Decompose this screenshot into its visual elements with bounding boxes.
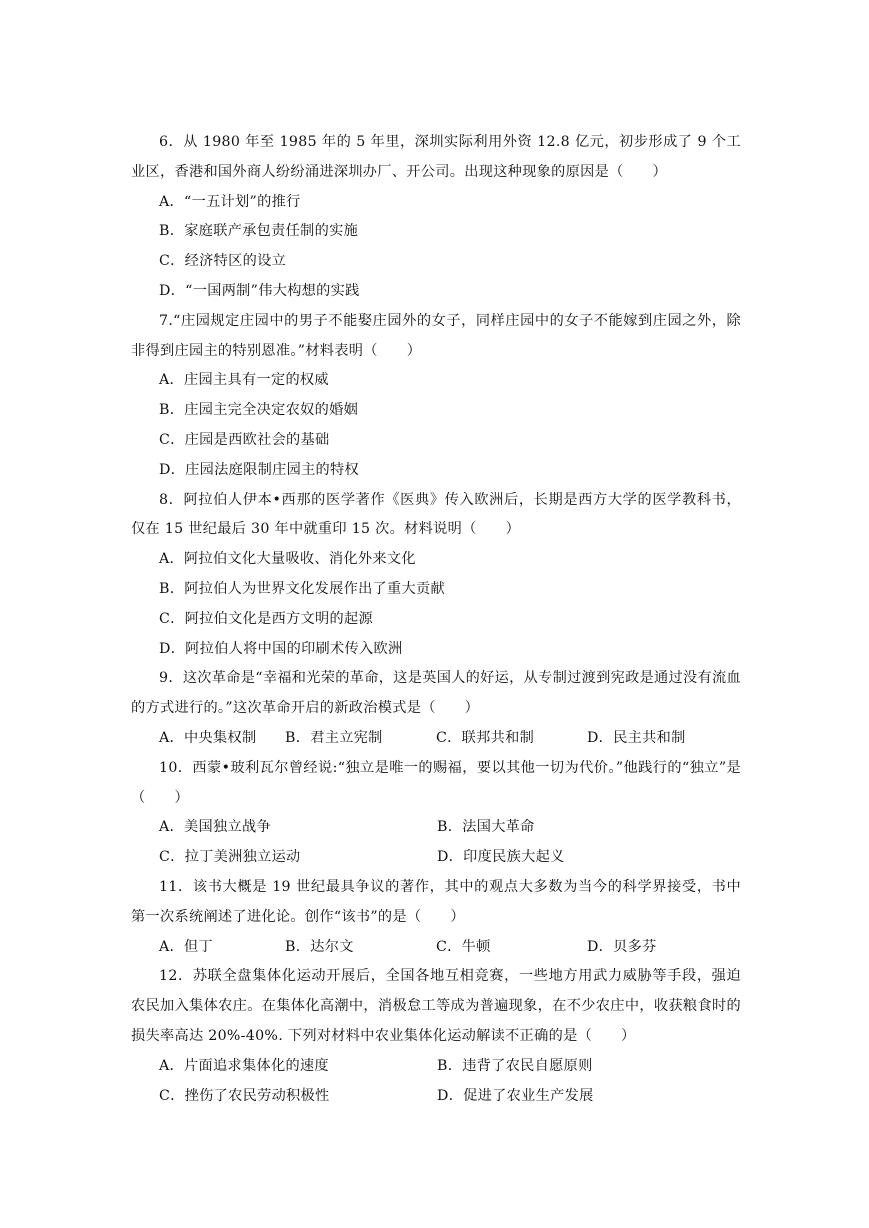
question-12-option-a: A．片面追求集体化的速度 bbox=[159, 1057, 329, 1074]
question-11-option-b: B．达尔文 bbox=[285, 938, 354, 955]
question-11 bbox=[131, 873, 741, 962]
question-12-option-d: D．促进了农业生产发展 bbox=[437, 1087, 594, 1104]
question-9-option-b: B．君主立宪制 bbox=[285, 729, 383, 746]
question-6-option-a: A．“一五计划”的推行 bbox=[159, 193, 301, 210]
question-10 bbox=[131, 754, 741, 873]
question-7-option-b: B．庄园主完全决定农奴的婚姻 bbox=[159, 402, 359, 419]
question-9 bbox=[131, 664, 741, 753]
question-6-option-b: B．家庭联产承包责任制的实施 bbox=[159, 223, 359, 240]
question-12-option-c: C．挫伤了农民劳动积极性 bbox=[159, 1087, 330, 1104]
question-10-option-d: D．印度民族大起义 bbox=[437, 849, 565, 866]
question-7-option-d: D．庄园法庭限制庄园主的特权 bbox=[159, 461, 360, 478]
question-8 bbox=[131, 486, 741, 665]
question-10-option-a: A．美国独立战争 bbox=[159, 819, 271, 836]
question-10-option-b: B．法国大革命 bbox=[437, 819, 535, 836]
question-12-option-b: B．违背了农民自愿原则 bbox=[437, 1057, 593, 1074]
question-8-option-b: B．阿拉伯人为世界文化发展作出了重大贡献 bbox=[159, 580, 445, 597]
question-11-stem: 11．该书大概是 19 世纪最具争议的著作，其中的观点大多数为当今的科学界接受，书中第一次系统阐述了进化论。创作“该书”的是（ ） bbox=[131, 878, 741, 925]
question-7-option-c: C．庄园是西欧社会的基础 bbox=[159, 431, 330, 448]
question-12-options-row-2 bbox=[131, 1082, 741, 1112]
question-10-option-c: C．拉丁美洲独立运动 bbox=[159, 849, 301, 866]
question-6-option-c: C．经济特区的设立 bbox=[159, 253, 287, 270]
question-7 bbox=[131, 307, 741, 486]
question-12-stem: 12．苏联全盘集体化运动开展后，全国各地互相竞赛，一些地方用武力威胁等手段，强迫农民加入集体农庄。在集体化高潮中，消极怠工等成为普遍现象，在不少农庄中，收获粮食时的损失率高达 20%-40%. 下列对材料中农业集体化运动解读不正确的是（ ） bbox=[131, 968, 741, 1044]
question-list bbox=[131, 128, 741, 1111]
question-11-option-a: A．但丁 bbox=[159, 938, 214, 955]
question-11-options bbox=[131, 933, 741, 963]
question-8-option-d: D．阿拉伯人将中国的印刷术传入欧洲 bbox=[159, 640, 403, 657]
question-6 bbox=[131, 128, 741, 307]
question-10-options-row-1 bbox=[131, 813, 741, 843]
question-7-option-a: A．庄园主具有一定的权威 bbox=[159, 372, 329, 389]
question-10-stem: 10．西蒙•玻利瓦尔曾经说:“独立是唯一的赐福，要以其他一切为代价。”他践行的“独立”是（ ） bbox=[131, 759, 741, 806]
question-9-option-c: C．联邦共和制 bbox=[436, 729, 535, 746]
question-12 bbox=[131, 962, 741, 1111]
question-10-options-row-2 bbox=[131, 843, 741, 873]
question-6-stem: 6．从 1980 年至 1985 年的 5 年里，深圳实际利用外资 12.8 亿元，初步形成了 9 个工业区，香港和国外商人纷纷涌进深圳办厂、开公司。出现这种现象的原因是（ ） bbox=[131, 134, 741, 180]
question-6-option-d: D．“一国两制”伟大构想的实践 bbox=[159, 282, 360, 299]
question-9-stem: 9．这次革命是“幸福和光荣的革命，这是英国人的好运，从专制过渡到宪政是通过没有流血的方式进行的。”这次革命开启的新政治模式是（ ） bbox=[131, 670, 741, 717]
question-8-stem: 8．阿拉伯人伊本•西那的医学著作《医典》传入欧洲后，长期是西方大学的医学教科书，仅在 15 世纪最后 30 年中就重印 15 次。材料说明（ ） bbox=[131, 491, 741, 538]
question-8-option-a: A．阿拉伯文化大量吸收、消化外来文化 bbox=[159, 551, 416, 568]
question-12-options-row-1 bbox=[131, 1052, 741, 1082]
question-9-options bbox=[131, 724, 741, 754]
question-9-option-a: A．中央集权制 bbox=[159, 729, 257, 746]
question-8-option-c: C．阿拉伯文化是西方文明的起源 bbox=[159, 610, 373, 627]
question-9-option-d: D．民主共和制 bbox=[587, 729, 686, 746]
question-7-stem: 7.“庄园规定庄园中的男子不能娶庄园外的女子，同样庄园中的女子不能嫁到庄园之外，除非得到庄园主的特别恩准。”材料表明（ ） bbox=[131, 312, 741, 359]
question-11-option-d: D．贝多芬 bbox=[587, 938, 657, 955]
question-11-option-c: C．牛顿 bbox=[436, 938, 491, 955]
